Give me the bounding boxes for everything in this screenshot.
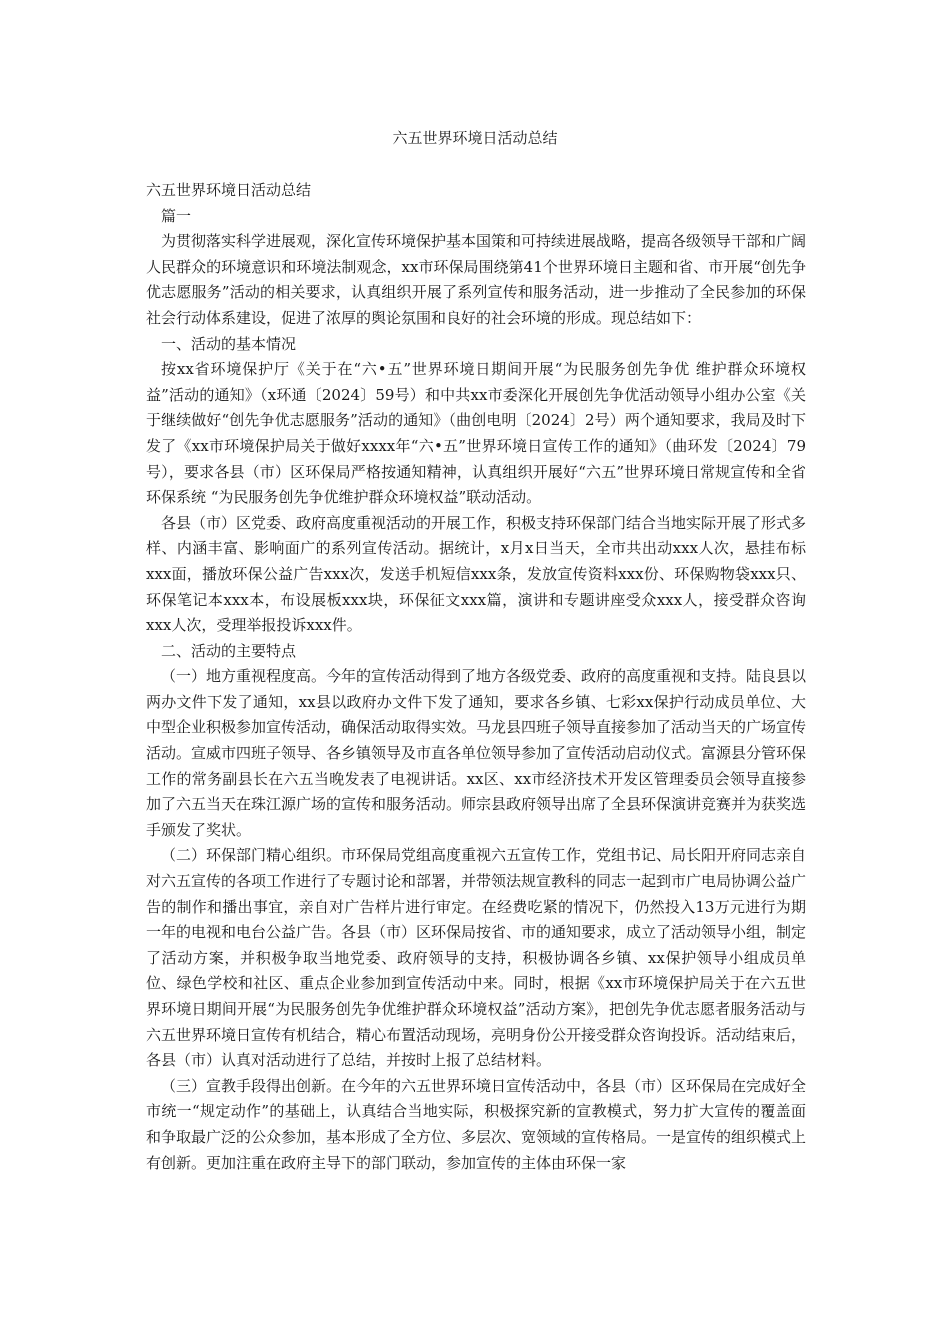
section-1-paragraph-1: 按xx省环境保护厅《关于在“六•五”世界环境日期间开展“为民服务创先争优 维护群众环境权益”活动的通知》（x环通〔2024〕59号）和中共xx市委深化开展创先争优活动领导小组办公室《关于继续做好“创先争优志愿服务”活动的通知》（曲创电明〔2024〕2号）两个通知要求，我局及时下发了《xx市环境保护局关于做好xxxx年“六•五”世界环境日宣传工作的通知》（曲环发〔2024〕79号），要求各县（市）区环保局严格按通知精神，认真组织开展好“六五”世界环境日常规宣传和全省环保系统 “为民服务创先争优维护群众环境权益”联动活动。 bbox=[146, 360, 806, 507]
section-2-paragraph-1: （一）地方重视程度高。今年的宣传活动得到了地方各级党委、政府的高度重视和支持。陆良县以两办文件下发了通知，xx县以政府办文件下发了通知，要求各乡镇、七彩xx保护行动成员单位、大中型企业积极参加宣传活动，确保活动取得实效。马龙县四班子领导直接参加了活动当天的广场宣传活动。宣威市四班子领导、各乡镇领导及市直各单位领导参加了宣传活动启动仪式。富源县分管环保工作的常务副县长在六五当晚发表了电视讲话。xx区、xx市经济技术开发区管理委员会领导直接参加了六五当天在珠江源广场的宣传和服务活动。师宗县政府领导出席了全县环保演讲竞赛并为获奖选手颁发了奖状。 bbox=[146, 667, 807, 839]
section-2-heading: 二、活动的主要特点 bbox=[161, 641, 297, 660]
document-body bbox=[146, 178, 806, 1176]
section-2-paragraph-3: （三）宣教手段得出创新。在今年的六五世界环境日宣传活动中，各县（市）区环保局在完成好全市统一“规定动作”的基础上，认真结合当地实际，积极探究新的宣教模式，努力扩大宣传的覆盖面和争取最广泛的公众参加，基本形成了全方位、多层次、宽领域的宣传格局。一是宣传的组织模式上有创新。更加注重在政府主导下的部门联动，参加宣传的主体由环保一家 bbox=[146, 1076, 807, 1172]
section-2-paragraph-2: （二）环保部门精心组织。市环保局党组高度重视六五宣传工作，党组书记、局长阳开府同志亲自对六五宣传的各项工作进行了专题讨论和部署，并带领法规宣教科的同志一起到市广电局协调公益广告的制作和播出事宜，亲自对广告样片进行审定。在经费吃紧的情况下，仍然投入13万元进行为期一年的电视和电台公益广告。各县（市）区环保局按省、市的通知要求，成立了活动领导小组，制定了活动方案，并积极争取当地党委、政府领导的支持，积极协调各乡镇、xx保护领导小组成员单位、绿色学校和社区、重点企业参加到宣传活动中来。同时，根据《xx市环境保护局关于在六五世界环境日期间开展“为民服务创先争优维护群众环境权益”活动方案》，把创先争优志愿者服务活动与六五世界环境日宣传有机结合，精心布置活动现场，亮明身份公开接受群众咨询投诉。活动结束后，各县（市）认真对活动进行了总结，并按时上报了总结材料。 bbox=[146, 846, 807, 1070]
section-1-paragraph-2: 各县（市）区党委、政府高度重视活动的开展工作，积极支持环保部门结合当地实际开展了形式多样、内涵丰富、影响面广的系列宣传活动。据统计，x月x日当天，全市共出动xxx人次，悬挂布标xxx面，播放环保公益广告xxx次，发送手机短信xxx条，发放宣传资料xxx份、环保购物袋xxx只、环保笔记本xxx本，布设展板xxx块，环保征文xxx篇，演讲和专题讲座受众xxx人，接受群众咨询xxx人次，受理举报投诉xxx件。 bbox=[146, 513, 807, 635]
part-label: 篇一 bbox=[161, 206, 192, 225]
document-title: 六五世界环境日活动总结 bbox=[392, 129, 558, 147]
document-subtitle: 六五世界环境日活动总结 bbox=[146, 181, 312, 199]
section-1-heading: 一、活动的基本情况 bbox=[161, 334, 297, 353]
intro-paragraph: 为贯彻落实科学进展观，深化宣传环境保护基本国策和可持续进展战略，提高各级领导干部和广阔人民群众的环境意识和环境法制观念，xx市环保局围绕第41个世界环境日主题和省、市开展“创先争优志愿服务”活动的相关要求，认真组织开展了系列宣传和服务活动，进一步推动了全民参加的环保社会行动体系建设，促进了浓厚的舆论氛围和良好的社会环境的形成。现总结如下： bbox=[146, 232, 807, 327]
